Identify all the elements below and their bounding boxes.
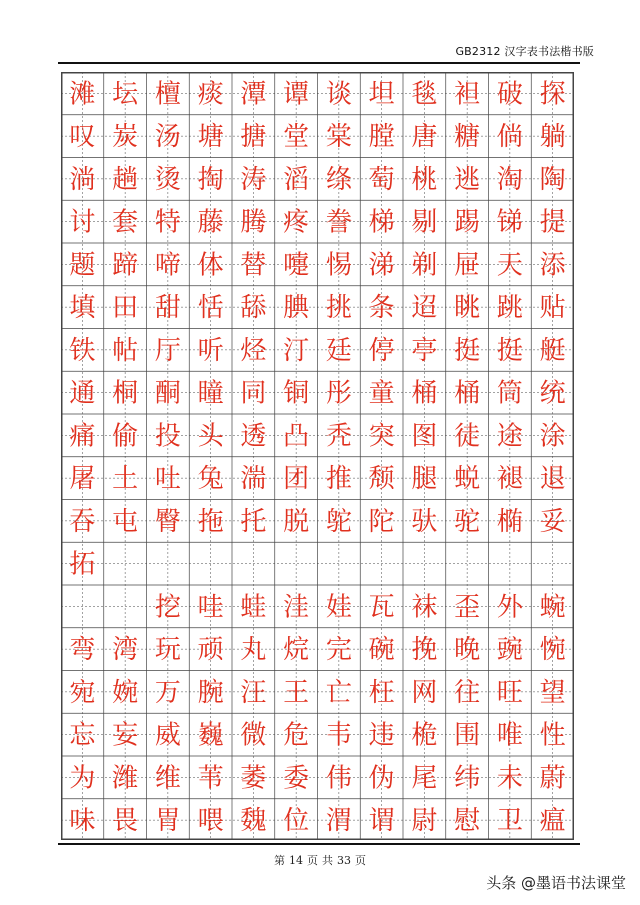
practice-character: 瘟 bbox=[539, 806, 566, 837]
practice-character: 蜿 bbox=[539, 592, 566, 623]
page-footer bbox=[0, 852, 640, 868]
practice-character: 潍 bbox=[112, 763, 139, 794]
practice-character: 透 bbox=[240, 421, 267, 452]
practice-character: 瓦 bbox=[368, 592, 395, 623]
practice-character: 滩 bbox=[69, 79, 96, 110]
practice-character: 掏 bbox=[197, 164, 224, 195]
practice-character: 兔 bbox=[197, 464, 224, 495]
practice-character: 唯 bbox=[496, 720, 523, 751]
practice-character: 题 bbox=[69, 250, 96, 281]
practice-character: 躺 bbox=[539, 122, 566, 153]
practice-character: 艇 bbox=[539, 335, 566, 366]
practice-character: 伟 bbox=[325, 763, 352, 794]
practice-character: 田 bbox=[112, 293, 139, 324]
practice-character: 桶 bbox=[411, 378, 438, 409]
practice-character: 枉 bbox=[368, 677, 395, 708]
practice-character: 苇 bbox=[197, 763, 224, 794]
practice-character: 淘 bbox=[496, 164, 523, 195]
practice-character: 停 bbox=[368, 335, 395, 366]
practice-character: 蔚 bbox=[539, 763, 566, 794]
practice-character: 豌 bbox=[496, 635, 523, 666]
practice-character: 桶 bbox=[454, 378, 481, 409]
practice-character: 婉 bbox=[112, 677, 139, 708]
grid-svg bbox=[61, 72, 574, 840]
practice-character: 糖 bbox=[454, 122, 481, 153]
practice-character: 团 bbox=[283, 464, 310, 495]
practice-character: 毯 bbox=[411, 79, 438, 110]
practice-character: 丸 bbox=[240, 635, 267, 666]
practice-character: 桅 bbox=[411, 720, 438, 751]
practice-character: 痰 bbox=[197, 79, 224, 110]
practice-character: 恬 bbox=[197, 293, 224, 324]
practice-character: 添 bbox=[539, 250, 566, 281]
practice-character: 涂 bbox=[539, 421, 566, 452]
practice-character: 褪 bbox=[496, 464, 523, 495]
practice-character: 谓 bbox=[368, 806, 395, 837]
watermark: 头条 @墨语书法课堂 bbox=[486, 874, 626, 892]
practice-character: 屠 bbox=[69, 464, 96, 495]
practice-character: 陶 bbox=[539, 164, 566, 195]
practice-character: 哇 bbox=[197, 592, 224, 623]
practice-character: 酮 bbox=[154, 378, 181, 409]
practice-character: 替 bbox=[240, 250, 267, 281]
practice-character: 万 bbox=[154, 677, 181, 708]
practice-character: 彤 bbox=[325, 378, 352, 409]
practice-character: 湍 bbox=[240, 464, 267, 495]
practice-character: 妥 bbox=[539, 506, 566, 537]
practice-character: 卫 bbox=[496, 806, 523, 837]
footer-page-unit: 页 bbox=[307, 854, 318, 867]
practice-character: 湾 bbox=[112, 635, 139, 666]
practice-character: 味 bbox=[69, 806, 96, 837]
practice-character: 微 bbox=[240, 720, 267, 751]
practice-character: 突 bbox=[368, 421, 395, 452]
practice-character: 汤 bbox=[154, 122, 181, 153]
practice-character: 威 bbox=[154, 720, 181, 751]
practice-character: 讨 bbox=[69, 207, 96, 238]
practice-character: 特 bbox=[154, 207, 181, 238]
practice-character: 挺 bbox=[454, 335, 481, 366]
practice-character: 碗 bbox=[368, 635, 395, 666]
practice-character: 尾 bbox=[411, 763, 438, 794]
practice-character: 腾 bbox=[240, 207, 267, 238]
bottom-rule bbox=[58, 843, 580, 845]
practice-character: 纬 bbox=[454, 763, 481, 794]
practice-character: 探 bbox=[539, 79, 566, 110]
practice-character: 听 bbox=[197, 335, 224, 366]
practice-character: 忘 bbox=[69, 720, 96, 751]
footer-total-pages: 33 bbox=[337, 854, 351, 867]
practice-character: 土 bbox=[112, 464, 139, 495]
practice-character: 炭 bbox=[112, 122, 139, 153]
practice-character: 吞 bbox=[69, 506, 96, 537]
practice-character: 逃 bbox=[454, 164, 481, 195]
practice-character: 陀 bbox=[368, 506, 395, 537]
practice-character: 绦 bbox=[325, 164, 352, 195]
practice-character: 袒 bbox=[454, 79, 481, 110]
practice-character: 性 bbox=[539, 720, 566, 751]
practice-character: 趟 bbox=[112, 164, 139, 195]
practice-character: 破 bbox=[496, 79, 523, 110]
practice-character: 檀 bbox=[154, 79, 181, 110]
footer-total-unit: 页 bbox=[355, 854, 366, 867]
practice-character: 推 bbox=[325, 464, 352, 495]
practice-character: 倘 bbox=[496, 122, 523, 153]
practice-character: 慰 bbox=[454, 806, 481, 837]
practice-character: 驼 bbox=[454, 506, 481, 537]
practice-character: 委 bbox=[283, 763, 310, 794]
practice-character: 膛 bbox=[368, 122, 395, 153]
practice-character: 挽 bbox=[411, 635, 438, 666]
practice-character: 萎 bbox=[240, 763, 267, 794]
practice-character: 涕 bbox=[368, 250, 395, 281]
practice-character: 歪 bbox=[454, 592, 481, 623]
practice-character: 伪 bbox=[368, 763, 395, 794]
practice-character: 坛 bbox=[112, 79, 139, 110]
practice-character: 晚 bbox=[454, 635, 481, 666]
practice-character: 喂 bbox=[197, 806, 224, 837]
practice-character: 椭 bbox=[496, 506, 523, 537]
practice-character: 亡 bbox=[325, 677, 352, 708]
practice-character: 锑 bbox=[496, 207, 523, 238]
practice-character: 同 bbox=[240, 378, 267, 409]
practice-character: 塘 bbox=[197, 122, 224, 153]
practice-character: 体 bbox=[197, 250, 224, 281]
top-rule bbox=[58, 62, 580, 64]
calligraphy-practice-grid bbox=[61, 72, 574, 840]
practice-character: 桃 bbox=[411, 164, 438, 195]
practice-character: 铁 bbox=[69, 335, 96, 366]
practice-character: 渭 bbox=[325, 806, 352, 837]
practice-character: 巍 bbox=[197, 720, 224, 751]
practice-character: 瞳 bbox=[197, 378, 224, 409]
practice-character: 途 bbox=[496, 421, 523, 452]
practice-character: 涛 bbox=[240, 164, 267, 195]
practice-character: 萄 bbox=[368, 164, 395, 195]
practice-character: 淌 bbox=[69, 164, 96, 195]
practice-character: 头 bbox=[197, 421, 224, 452]
practice-character: 驮 bbox=[411, 506, 438, 537]
practice-character: 烃 bbox=[240, 335, 267, 366]
practice-character: 挺 bbox=[496, 335, 523, 366]
practice-character: 袜 bbox=[411, 592, 438, 623]
practice-character: 臀 bbox=[154, 506, 181, 537]
practice-character: 挖 bbox=[154, 592, 181, 623]
practice-character: 位 bbox=[283, 806, 310, 837]
practice-character: 鸵 bbox=[325, 506, 352, 537]
practice-character: 挑 bbox=[325, 293, 352, 324]
practice-character: 腕 bbox=[197, 677, 224, 708]
practice-character: 天 bbox=[496, 250, 523, 281]
practice-character: 韦 bbox=[325, 720, 352, 751]
practice-character: 蹄 bbox=[112, 250, 139, 281]
practice-character: 烫 bbox=[154, 164, 181, 195]
practice-character: 外 bbox=[496, 592, 523, 623]
practice-character: 烷 bbox=[283, 635, 310, 666]
practice-character: 帖 bbox=[112, 335, 139, 366]
practice-character: 网 bbox=[411, 677, 438, 708]
practice-character: 嚏 bbox=[283, 250, 310, 281]
practice-character: 搪 bbox=[240, 122, 267, 153]
practice-character: 宛 bbox=[69, 677, 96, 708]
footer-page-label: 第 bbox=[274, 854, 285, 867]
practice-character: 脱 bbox=[283, 506, 310, 537]
practice-character: 蛙 bbox=[240, 592, 267, 623]
practice-character: 凸 bbox=[283, 421, 310, 452]
practice-character: 廷 bbox=[325, 335, 352, 366]
practice-character: 汪 bbox=[240, 677, 267, 708]
practice-character: 跳 bbox=[496, 293, 523, 324]
practice-character: 吐 bbox=[154, 464, 181, 495]
practice-character: 甜 bbox=[154, 293, 181, 324]
practice-character: 腆 bbox=[283, 293, 310, 324]
practice-character: 妄 bbox=[112, 720, 139, 751]
header-title: GB2312 汉字表书法楷书版 bbox=[455, 45, 594, 58]
practice-character: 魏 bbox=[240, 806, 267, 837]
practice-character: 疼 bbox=[283, 207, 310, 238]
practice-character: 惋 bbox=[539, 635, 566, 666]
practice-character: 套 bbox=[112, 207, 139, 238]
practice-character: 藤 bbox=[197, 207, 224, 238]
practice-character: 投 bbox=[154, 421, 181, 452]
practice-character: 啼 bbox=[154, 250, 181, 281]
practice-character: 屯 bbox=[112, 506, 139, 537]
practice-character: 维 bbox=[154, 763, 181, 794]
practice-character: 梯 bbox=[368, 207, 395, 238]
practice-character: 洼 bbox=[283, 592, 310, 623]
practice-character: 叹 bbox=[69, 122, 96, 153]
practice-character: 玩 bbox=[154, 635, 181, 666]
practice-character: 徒 bbox=[454, 421, 481, 452]
practice-character: 顽 bbox=[197, 635, 224, 666]
practice-character: 偷 bbox=[112, 421, 139, 452]
practice-character: 惕 bbox=[325, 250, 352, 281]
practice-character: 誊 bbox=[325, 207, 352, 238]
practice-character: 滔 bbox=[283, 164, 310, 195]
practice-character: 屉 bbox=[454, 250, 481, 281]
practice-character: 通 bbox=[69, 378, 96, 409]
practice-character: 拓 bbox=[69, 549, 96, 580]
practice-character: 铜 bbox=[283, 378, 310, 409]
practice-character: 颓 bbox=[368, 464, 395, 495]
practice-character: 唐 bbox=[411, 122, 438, 153]
practice-character: 眺 bbox=[454, 293, 481, 324]
practice-character: 潭 bbox=[240, 79, 267, 110]
practice-character: 统 bbox=[539, 378, 566, 409]
practice-character: 筒 bbox=[496, 378, 523, 409]
practice-character: 贴 bbox=[539, 293, 566, 324]
practice-character: 踢 bbox=[454, 207, 481, 238]
practice-character: 腿 bbox=[411, 464, 438, 495]
practice-character: 娃 bbox=[325, 592, 352, 623]
practice-character: 迢 bbox=[411, 293, 438, 324]
practice-character: 谈 bbox=[325, 79, 352, 110]
practice-character: 完 bbox=[325, 635, 352, 666]
practice-character: 蜕 bbox=[454, 464, 481, 495]
practice-character: 剔 bbox=[411, 207, 438, 238]
practice-character: 退 bbox=[539, 464, 566, 495]
practice-character: 厅 bbox=[154, 335, 181, 366]
practice-character: 托 bbox=[240, 506, 267, 537]
practice-character: 条 bbox=[368, 293, 395, 324]
practice-character: 为 bbox=[69, 763, 96, 794]
practice-character: 弯 bbox=[69, 635, 96, 666]
practice-character: 往 bbox=[454, 677, 481, 708]
practice-character: 望 bbox=[539, 677, 566, 708]
practice-character: 棠 bbox=[325, 122, 352, 153]
footer-total-label: 共 bbox=[322, 854, 333, 867]
practice-character: 坦 bbox=[368, 79, 395, 110]
practice-character: 秃 bbox=[325, 421, 352, 452]
practice-character: 拖 bbox=[197, 506, 224, 537]
practice-character: 尉 bbox=[411, 806, 438, 837]
practice-character: 舔 bbox=[240, 293, 267, 324]
practice-character: 未 bbox=[496, 763, 523, 794]
practice-character: 旺 bbox=[496, 677, 523, 708]
practice-character: 图 bbox=[411, 421, 438, 452]
practice-character: 提 bbox=[539, 207, 566, 238]
practice-character: 畏 bbox=[112, 806, 139, 837]
practice-character: 堂 bbox=[283, 122, 310, 153]
practice-character: 胃 bbox=[154, 806, 181, 837]
practice-character: 剃 bbox=[411, 250, 438, 281]
practice-character: 谭 bbox=[283, 79, 310, 110]
practice-character: 填 bbox=[69, 293, 96, 324]
practice-character: 王 bbox=[283, 677, 310, 708]
practice-character: 桐 bbox=[112, 378, 139, 409]
practice-character: 汀 bbox=[283, 335, 310, 366]
practice-character: 围 bbox=[454, 720, 481, 751]
practice-character: 痛 bbox=[69, 421, 96, 452]
footer-page-number: 14 bbox=[289, 854, 303, 867]
practice-character: 童 bbox=[368, 378, 395, 409]
practice-character: 违 bbox=[368, 720, 395, 751]
practice-character: 危 bbox=[283, 720, 310, 751]
practice-character: 亭 bbox=[411, 335, 438, 366]
